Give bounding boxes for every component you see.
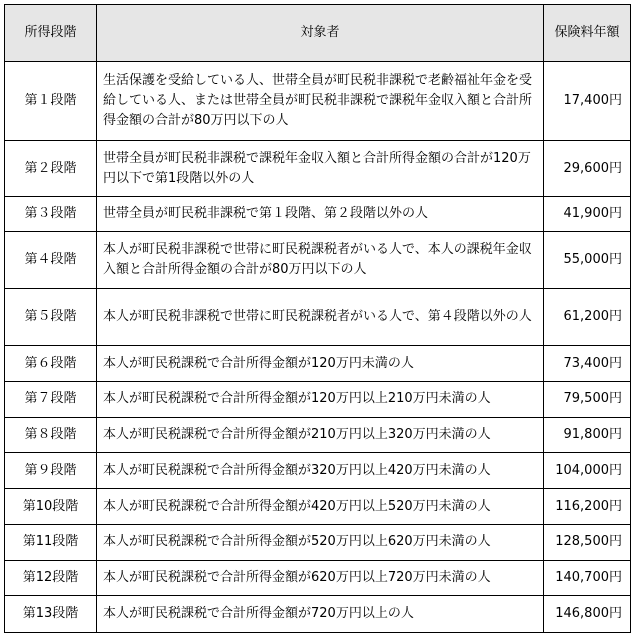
premium-cell: 41,900円 — [544, 197, 631, 232]
stage-cell: 第４段階 — [5, 232, 97, 289]
table-row — [5, 417, 631, 453]
target-cell: 本人が町民税課税で合計所得金額が520万円以上620万円未満の人 — [97, 524, 544, 560]
table-row — [5, 560, 631, 596]
premium-cell: 140,700円 — [544, 560, 631, 596]
premium-cell: 104,000円 — [544, 453, 631, 489]
table-row — [5, 232, 631, 289]
table-row — [5, 197, 631, 232]
premium-cell: 17,400円 — [544, 62, 631, 141]
premium-cell: 55,000円 — [544, 232, 631, 289]
table-row — [5, 288, 631, 346]
stage-cell: 第11段階 — [5, 524, 97, 560]
premium-cell: 128,500円 — [544, 524, 631, 560]
target-cell: 本人が町民税課税で合計所得金額が320万円以上420万円未満の人 — [97, 453, 544, 489]
table-row — [5, 140, 631, 197]
table-row — [5, 453, 631, 489]
table-row — [5, 524, 631, 560]
target-cell: 本人が町民税非課税で世帯に町民税課税者がいる人で、本人の課税年金収入額と合計所得金額の合計が80万円以下の人 — [97, 232, 544, 289]
stage-cell: 第２段階 — [5, 140, 97, 197]
stage-cell: 第６段階 — [5, 346, 97, 382]
stage-cell: 第７段階 — [5, 382, 97, 418]
target-cell: 本人が町民税課税で合計所得金額が720万円以上の人 — [97, 596, 544, 633]
stage-cell: 第１段階 — [5, 62, 97, 141]
stage-cell: 第13段階 — [5, 596, 97, 633]
target-cell: 本人が町民税課税で合計所得金額が120万円以上210万円未満の人 — [97, 382, 544, 418]
premium-cell: 91,800円 — [544, 417, 631, 453]
premium-cell: 73,400円 — [544, 346, 631, 382]
table-row — [5, 596, 631, 633]
premium-table-container — [4, 4, 630, 633]
stage-cell: 第10段階 — [5, 489, 97, 525]
premium-cell: 146,800円 — [544, 596, 631, 633]
target-cell: 本人が町民税課税で合計所得金額が210万円以上320万円未満の人 — [97, 417, 544, 453]
table-row — [5, 382, 631, 418]
stage-cell: 第12段階 — [5, 560, 97, 596]
premium-table — [4, 4, 631, 633]
premium-cell: 116,200円 — [544, 489, 631, 525]
header-premium: 保険料年額 — [544, 5, 631, 62]
premium-cell: 79,500円 — [544, 382, 631, 418]
target-cell: 本人が町民税課税で合計所得金額が120万円未満の人 — [97, 346, 544, 382]
stage-cell: 第５段階 — [5, 288, 97, 346]
table-row — [5, 346, 631, 382]
header-target: 対象者 — [97, 5, 544, 62]
target-cell: 世帯全員が町民税非課税で課税年金収入額と合計所得金額の合計が120万円以下で第1段階以外の人 — [97, 140, 544, 197]
target-cell: 世帯全員が町民税非課税で第１段階、第２段階以外の人 — [97, 197, 544, 232]
target-cell: 本人が町民税非課税で世帯に町民税課税者がいる人で、第４段階以外の人 — [97, 288, 544, 346]
stage-cell: 第９段階 — [5, 453, 97, 489]
table-row — [5, 489, 631, 525]
target-cell: 生活保護を受給している人、世帯全員が町民税非課税で老齢福祉年金を受給している人、または世帯全員が町民税非課税で課税年金収入額と合計所得金額の合計が80万円以下の人 — [97, 62, 544, 141]
stage-cell: 第３段階 — [5, 197, 97, 232]
target-cell: 本人が町民税課税で合計所得金額が620万円以上720万円未満の人 — [97, 560, 544, 596]
premium-cell: 61,200円 — [544, 288, 631, 346]
target-cell: 本人が町民税課税で合計所得金額が420万円以上520万円未満の人 — [97, 489, 544, 525]
header-row — [5, 5, 631, 62]
stage-cell: 第８段階 — [5, 417, 97, 453]
table-row — [5, 62, 631, 141]
premium-cell: 29,600円 — [544, 140, 631, 197]
header-stage: 所得段階 — [5, 5, 97, 62]
